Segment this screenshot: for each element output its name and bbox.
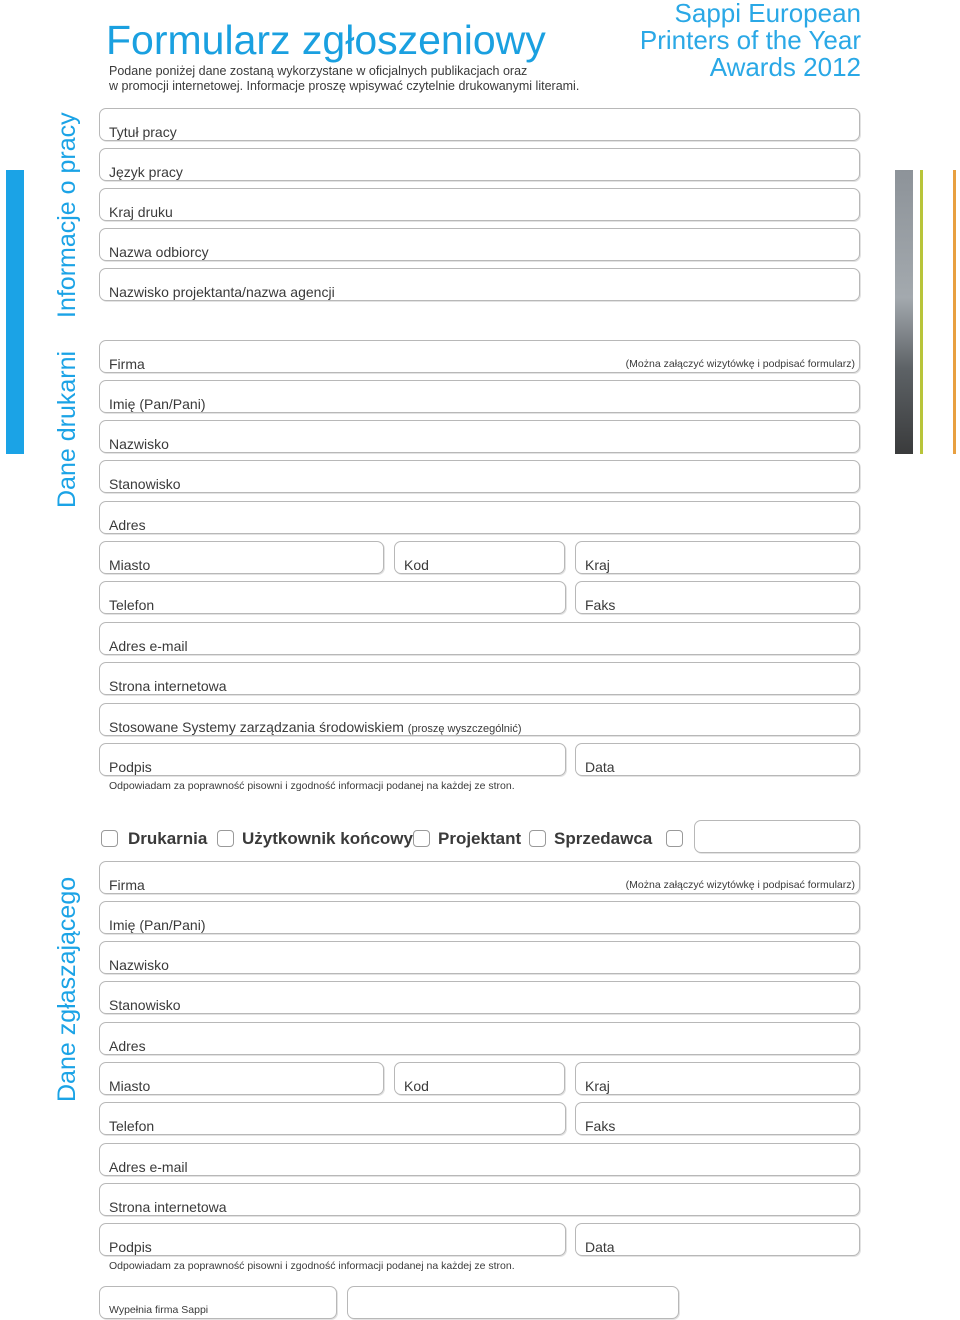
printer-phone-label: Telefon <box>109 597 155 613</box>
entrant-date-label: Data <box>585 1239 615 1255</box>
entrant-address-field[interactable] <box>99 1022 860 1055</box>
page-title: Formularz zgłoszeniowy <box>106 17 546 63</box>
sappi-use-extra-field[interactable] <box>347 1286 679 1319</box>
printer-fax-field[interactable] <box>575 581 860 614</box>
client-name-field[interactable] <box>99 228 860 261</box>
checkbox-end-user-label: Użytkownik końcowy <box>242 829 413 848</box>
entrant-fax-label: Faks <box>585 1118 616 1134</box>
entrant-signature-label: Podpis <box>109 1239 152 1255</box>
printer-postcode-field[interactable] <box>394 541 565 574</box>
printer-first-name-field[interactable] <box>99 380 860 413</box>
print-country-label: Kraj druku <box>109 204 173 220</box>
entrant-address-label: Adres <box>109 1038 146 1054</box>
brand-block <box>640 0 861 81</box>
subtitle-line-2: w promocji internetowej. Informacje proszę wpisywać czytelnie drukowanymi literami. <box>109 79 580 93</box>
entrant-city-label: Miasto <box>109 1078 151 1094</box>
entrant-postcode-field[interactable] <box>394 1062 565 1095</box>
printer-fax-label: Faks <box>585 597 616 613</box>
entrant-first-name-field[interactable] <box>99 901 860 934</box>
accent-bar <box>6 170 24 454</box>
printer-date-label: Data <box>585 759 615 775</box>
entrant-first-name-label: Imię (Pan/Pani) <box>109 917 206 933</box>
printer-email-label: Adres e-mail <box>109 638 188 654</box>
entrant-company-field[interactable] <box>99 861 860 894</box>
entrant-country-field[interactable] <box>575 1062 860 1095</box>
env-systems-field[interactable] <box>99 703 860 736</box>
printer-phone-field[interactable] <box>99 581 566 614</box>
printer-position-label: Stanowisko <box>109 476 181 492</box>
checkbox-other[interactable] <box>666 830 683 847</box>
printer-city-label: Miasto <box>109 557 151 573</box>
job-title-label: Tytuł pracy <box>109 124 177 140</box>
photo-strip <box>895 170 913 454</box>
entrant-phone-field[interactable] <box>99 1102 566 1135</box>
entrant-date-field[interactable] <box>575 1223 860 1256</box>
job-language-label: Język pracy <box>109 164 183 180</box>
printer-date-field[interactable] <box>575 743 860 776</box>
brand-line-2: Printers of the Year <box>639 25 861 55</box>
entrant-position-label: Stanowisko <box>109 997 181 1013</box>
entrant-website-label: Strona internetowa <box>109 1199 227 1215</box>
env-systems-hint: (proszę wyszczególnić) <box>407 723 522 735</box>
env-systems-text: Stosowane Systemy zarządzania środowiskiem <box>109 719 404 735</box>
printer-signature-field[interactable] <box>99 743 566 776</box>
entrant-company-label: Firma <box>109 877 145 893</box>
printer-email-field[interactable] <box>99 622 860 655</box>
entrant-fax-field[interactable] <box>575 1102 860 1135</box>
entrant-postcode-label: Kod <box>404 1078 429 1094</box>
entrant-city-field[interactable] <box>99 1062 384 1095</box>
checkbox-end-user[interactable] <box>217 830 234 847</box>
printer-website-field[interactable] <box>99 662 860 695</box>
print-country-field[interactable] <box>99 188 860 221</box>
job-title-field[interactable] <box>99 108 860 141</box>
designer-field[interactable] <box>99 268 860 301</box>
checkbox-printer[interactable] <box>101 830 118 847</box>
decorative-line-orange <box>953 170 956 454</box>
printer-last-name-field[interactable] <box>99 420 860 453</box>
entrant-country-label: Kraj <box>585 1078 610 1094</box>
entrant-position-field[interactable] <box>99 981 860 1014</box>
section-label-entrant: Dane zgłaszającego <box>53 876 81 1102</box>
entrant-responsibility-note: Odpowiadam za poprawność pisowni i zgodność informacji podanej na każdej ze stron. <box>109 1260 515 1272</box>
sappi-use-label: Wypełnia firma Sappi <box>109 1304 209 1316</box>
checkbox-designer-label: Projektant <box>438 829 522 848</box>
section-label-printer: Dane drukarni <box>53 350 81 508</box>
entrant-website-field[interactable] <box>99 1183 860 1216</box>
printer-company-hint: (Można załączyć wizytówkę i podpisać formularz) <box>625 358 855 370</box>
checkbox-designer[interactable] <box>413 830 430 847</box>
printer-country-label: Kraj <box>585 557 610 573</box>
entrant-last-name-label: Nazwisko <box>109 957 169 973</box>
page-subtitle <box>109 64 579 94</box>
sappi-use-field[interactable] <box>99 1286 337 1319</box>
entrant-email-field[interactable] <box>99 1143 860 1176</box>
printer-signature-label: Podpis <box>109 759 152 775</box>
printer-address-label: Adres <box>109 517 146 533</box>
entrant-last-name-field[interactable] <box>99 941 860 974</box>
printer-responsibility-note: Odpowiadam za poprawność pisowni i zgodność informacji podanej na każdej ze stron. <box>109 780 515 792</box>
job-language-field[interactable] <box>99 148 860 181</box>
decorative-line-green <box>920 170 923 454</box>
printer-country-field[interactable] <box>575 541 860 574</box>
brand-line-3: Awards 2012 <box>709 52 861 82</box>
env-systems-label <box>109 719 522 735</box>
designer-label: Nazwisko projektanta/nazwa agencji <box>109 284 335 300</box>
subtitle-line-1: Podane poniżej dane zostaną wykorzystane w oficjalnych publikacjach oraz <box>109 64 528 78</box>
printer-postcode-label: Kod <box>404 557 429 573</box>
client-name-label: Nazwa odbiorcy <box>109 244 209 260</box>
section-label-job-info: Informacje o pracy <box>53 112 81 318</box>
checkbox-seller-label: Sprzedawca <box>554 829 653 848</box>
other-type-field[interactable] <box>694 820 860 853</box>
printer-first-name-label: Imię (Pan/Pani) <box>109 396 206 412</box>
checkbox-printer-label: Drukarnia <box>128 829 208 848</box>
printer-city-field[interactable] <box>99 541 384 574</box>
printer-position-field[interactable] <box>99 460 860 493</box>
checkbox-seller[interactable] <box>529 830 546 847</box>
printer-company-field[interactable] <box>99 340 860 373</box>
brand-line-1: Sappi European <box>674 0 861 28</box>
entrant-email-label: Adres e-mail <box>109 1159 188 1175</box>
entrant-company-hint: (Można załączyć wizytówkę i podpisać formularz) <box>625 879 855 891</box>
printer-company-label: Firma <box>109 356 145 372</box>
printer-address-field[interactable] <box>99 501 860 534</box>
entrant-phone-label: Telefon <box>109 1118 155 1134</box>
entrant-signature-field[interactable] <box>99 1223 566 1256</box>
printer-last-name-label: Nazwisko <box>109 436 169 452</box>
printer-website-label: Strona internetowa <box>109 678 227 694</box>
